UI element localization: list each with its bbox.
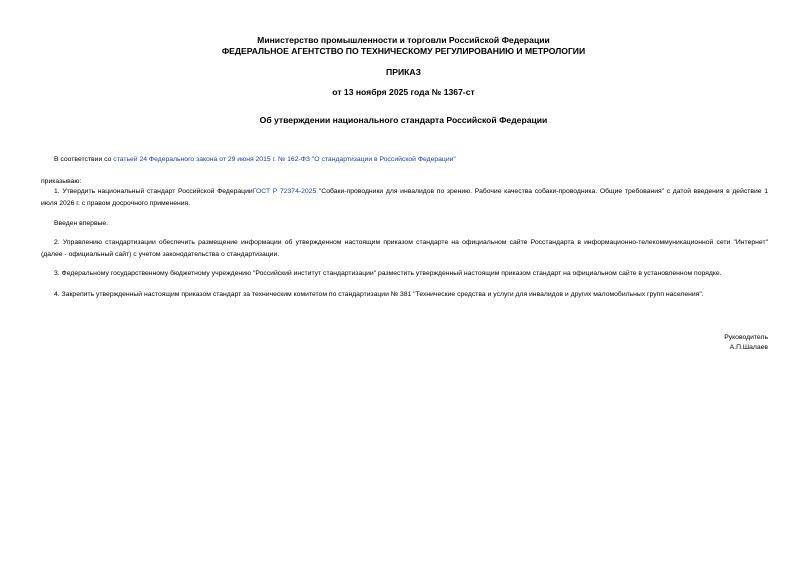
item-4-paragraph: 4. Закрепить утвержденный настоящим приказом стандарт за техническим комитетом по стандартизации № 381 "Технические средства и услуги для инвалидов и других маломобильных групп населения". bbox=[54, 291, 704, 298]
signatory-position: Руководитель bbox=[724, 334, 768, 341]
document-title: Об утверждении национального стандарта Российской Федерации bbox=[259, 115, 548, 125]
item-1-suffix: "Собаки-проводники для инвалидов по зрению. Рабочие качества собаки-проводника. Общие требования" с датой введения в действие 1 июля 2026 г. с правом досрочного применения. bbox=[41, 188, 769, 207]
agency-name: ФЕДЕРАЛЬНОЕ АГЕНТСТВО ПО ТЕХНИЧЕСКОМУ РЕГУЛИРОВАНИЮ И МЕТРОЛОГИИ bbox=[221, 46, 586, 56]
item-2-paragraph: 2. Управлению стандартизации обеспечить размещение информации об утвержденном настоящим приказом стандарте на официальном сайте Росстандарта в информационно-телекоммуникационной сети "Интернет" (далее - официальный сайт) с учетом законодательства о стандартизации. bbox=[41, 239, 768, 258]
federal-law-link[interactable]: статьей 24 Федерального закона от 29 июня 2015 г. № 162-ФЗ "О стандартизации в Российской Федерации" bbox=[113, 156, 456, 163]
item-3-paragraph: 3. Федеральному государственному бюджетному учреждению "Российский институт стандартизации" разместить утвержденный настоящим приказом стандарт на официальном сайте в установленном порядке. bbox=[54, 270, 722, 277]
intro-paragraph bbox=[54, 155, 456, 165]
order-word: приказываю: bbox=[41, 178, 82, 185]
gost-standard-link[interactable]: ГОСТ Р 72374-2025 bbox=[252, 188, 317, 195]
signatory-name: А.П.Шалаев bbox=[729, 344, 768, 351]
intro-prefix: В соответствии со bbox=[54, 156, 114, 163]
document-type: ПРИКАЗ bbox=[386, 67, 421, 77]
item-1-prefix: 1. Утвердить национальный стандарт Российской Федерации bbox=[54, 188, 253, 195]
ministry-name: Министерство промышленности и торговли Российской Федерации bbox=[257, 35, 550, 45]
document-date-number: от 13 ноября 2025 года № 1367-ст bbox=[332, 87, 475, 97]
introduced-note: Введен впервые. bbox=[54, 220, 109, 227]
item-1-paragraph bbox=[41, 186, 768, 209]
